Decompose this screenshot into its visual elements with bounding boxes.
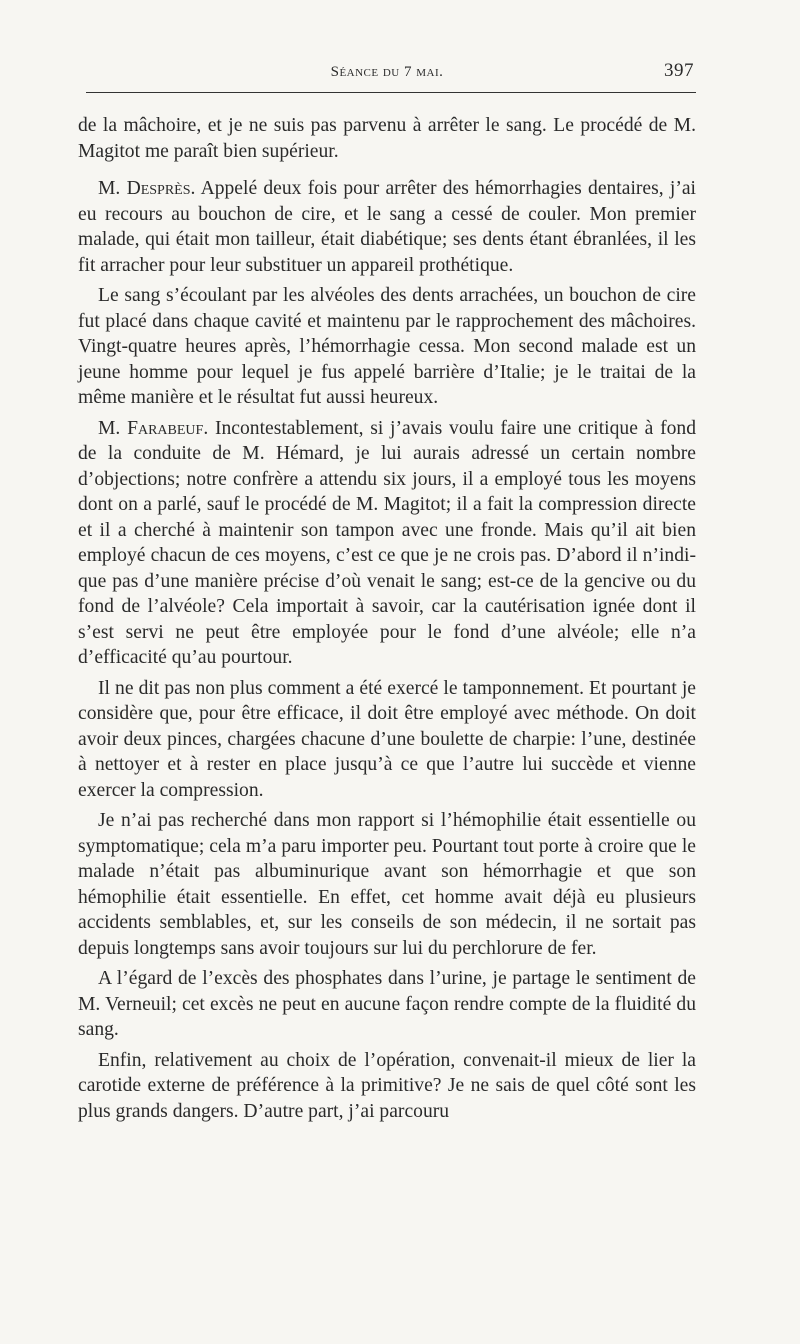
paragraph-farabeuf: M. Farabeuf. Incontestablement, si j’avais voulu faire une critique à fond de la conduite de M. Hémard, je lui aurais adressé un certain nombre d’objections; notre confrère a attendu six jours, il a employé tous les moyens dont on a parlé, sauf le procédé de M. Magitot; il a fait la compression directe et il a cherché à maintenir son tampon avec une fronde. Mais qu’il ait bien employé chacun de ces moyens, c’est ce que je ne crois pas. D’abord il n’indique pas d’une manière précise d’où venait le sang; est-ce de la gencive ou du fond de l’alvéole? Cela importait à savoir, car la cautérisation ignée dont il s’est servi ne peut être employée pour le fond d’une alvéole; elle n’a d’efficacité qu’au pourtour. <box>78 417 696 668</box>
speaker-prefix: M. <box>98 417 128 439</box>
paragraph: Le sang s’écoulant par les alvéoles des dents arrachées, un bouchon de cire fut placé dans chaque cavité et maintenu par le rapprochement des mâchoires. Vingt-quatre heures après, l’hémorrhagie cessa. Mon second malade est un jeune homme pour lequel je fus appelé barrière d’Italie; je le traitai de la même manière et le résultat fut aussi heureux. <box>78 285 696 408</box>
running-head <box>78 58 696 86</box>
body-text <box>78 113 696 1124</box>
speaker-name: Desprès <box>126 178 191 199</box>
paragraph-despres: M. Desprès. Appelé deux fois pour arrêter des hémorrhagies dentaires, j’ai eu recours au bouchon de cire, et le sang a cessé de couler. Mon premier malade, qui était mon tailleur, était diabétique; ses dents étant ébranlées, il les fit arracher pour leur substituer un appareil prothétique. <box>78 178 696 276</box>
paragraph: de la mâchoire, et je ne suis pas parvenu à arrêter le sang. Le procédé de M. Magitot me paraît bien supérieur. <box>78 115 696 162</box>
running-title: Séance du 7 mai. <box>330 64 444 80</box>
paragraph: Je n’ai pas recherché dans mon rapport si l’hémophilie était essentielle ou symptomatique; cela m’a paru importer peu. Pourtant tout porte à croire que le malade n’était pas albuminurique avant son hémorrhagie et que son hémophilie était essentielle. En effet, cet homme avait déjà eu plusieurs accidents semblables, et, sur les conseils de son médecin, il ne sortait pas depuis longtemps sans avoir toujours sur lui du perchlorure de fer. <box>78 810 696 959</box>
paragraph: A l’égard de l’excès des phosphates dans l’urine, je partage le sentiment de M. Verneuil; cet excès ne peut en aucune façon rendre compte de la fluidité du sang. <box>78 968 696 1040</box>
paragraph: Il ne dit pas non plus comment a été exercé le tamponnement. Et pourtant je considère que, pour être efficace, il doit être employé avec méthode. On doit avoir deux pinces, chargées chacune d’une boulette de charpie: l’une, destinée à nettoyer et à rester en place jusqu’à ce que l’autre lui succède et vienne exercer la compression. <box>78 677 696 801</box>
header-rule <box>86 92 696 93</box>
speaker-name: Farabeuf <box>127 417 204 439</box>
speaker-prefix: M. <box>98 178 127 199</box>
paragraph: Enfin, relativement au choix de l’opération, convenait-il mieux de lier la carotide externe de préférence à la primitive? Je ne sais de quel côté sont les plus grands dangers. D’autre part, j’ai parcouru <box>78 1049 696 1122</box>
page-number: 397 <box>664 60 694 81</box>
book-page <box>78 58 696 1124</box>
